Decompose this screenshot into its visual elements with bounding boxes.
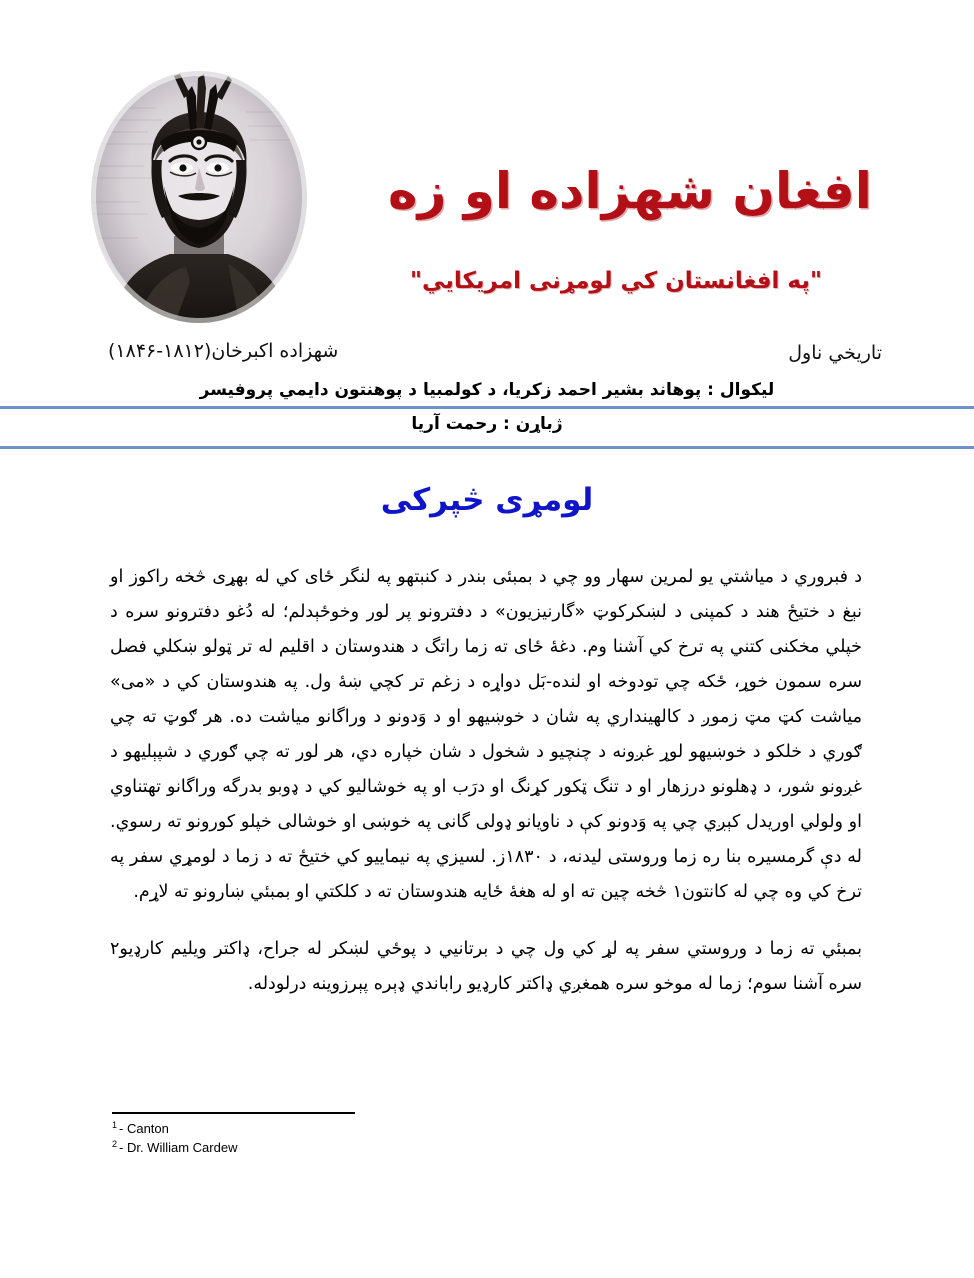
divider-bottom [0,446,974,449]
footnote-separator [112,1112,355,1114]
footnote-text: - Dr. William Cardew [119,1139,238,1155]
credits-block [0,336,974,434]
page-title: افغان شهزاده او زه [388,162,872,220]
chapter-heading: لومړی څپرکی [380,482,594,518]
footnote-item [112,1120,872,1139]
footnotes-block [112,1112,872,1158]
divider-top [0,406,974,409]
footnote-number: 2 [112,1138,118,1149]
genre-label: تاریخي ناول [788,342,882,364]
page-subtitle: "په افغانستان کي لومړنی امریکايي" [410,268,822,294]
portrait-caption: شهزاده اکبرخان(۱۸۱۲-۱۸۴۶) [108,340,339,362]
cover-header [0,0,974,330]
credit-row [0,336,974,380]
footnote-number: 1 [112,1119,118,1130]
footnote-item [112,1139,872,1158]
paragraph: بمبئي ته زما د وروستي سفر په لړ کي ول چي د برتانیي د پوځي لښکر له جراح، ډاکتر ویلیم کارډیو٢ سره آشنا سوم؛ زما له موخو سره همغږي ډاکتر کارډیو راباندي ډېره پېرزوینه درلودله. [110,939,862,994]
footnote-text: - Canton [119,1121,169,1136]
body-text [110,560,862,1002]
portrait-image [78,68,320,326]
paragraph: د فبروري د میاشتي یو لمرین سهار وو چي د بمبئی بندر د کنبتهو په لنگر ځای کي له بهړی څخه راکوز او نېغ د ختیځ هند د کمپنی د لښکرکوټ «گارنیزیون» د دفترونو پر لور وخوځېدلم؛ له دُغو دفترونو سره د خپلي مخکنی کتني په ترخ کي آشنا وم. دغهٔ ځای ته زما راتگ د هندوستان د اقلیم له تر ټولو ښکلي فصل سره سمون خوړ، ځکه چي تودوخه او لنده-بَل دواړه د زغم تر کچي ښهٔ ول. په هندوستان کي د «می» میاشت کټ مټ زموږ د کالهینداري په شان د خوښیهو او د وَدونو د وراگانو میاشت ده. هر ګوټ ته چي ګوري د خلکو د خوښیهو لوړ غږونه د چنچیو د شخول د شان خپاره دي، هر لور ته چي ګوري د شپېلیهو د غږونو شور، د ډهلونو درزهار او د تنگ ټکور کړنگ او درَب او په خوشالیو کي د ډوبو بدرگه وراگانو تهتناوي او ولولي اوریدل کېږي چي په وَدونو کې د ناویانو ډولی گانی په خوښی او خوشالی خپلو کورونو ته رسوي. له دې گرمسیره بنا ره زما وروستی لیدنه، د ۱۸۳۰ز. لسیزي په نیمایيو کي ختیځ ته د زما د لومړي سفر په ترخ کي وه چي له کانتون١ څخه چین ته او له هغهٔ ځایه هندوستان ته د کلکتي او بمبئي ښارونو ته لاړم. [110,567,863,902]
translator-line: ژباړن : رحمت آریا [411,414,563,434]
author-line: لیکوال : پوهاند بشیر احمد زکریا، د کولمبیا د پوهنتون دایمي پروفیسر [199,380,775,400]
